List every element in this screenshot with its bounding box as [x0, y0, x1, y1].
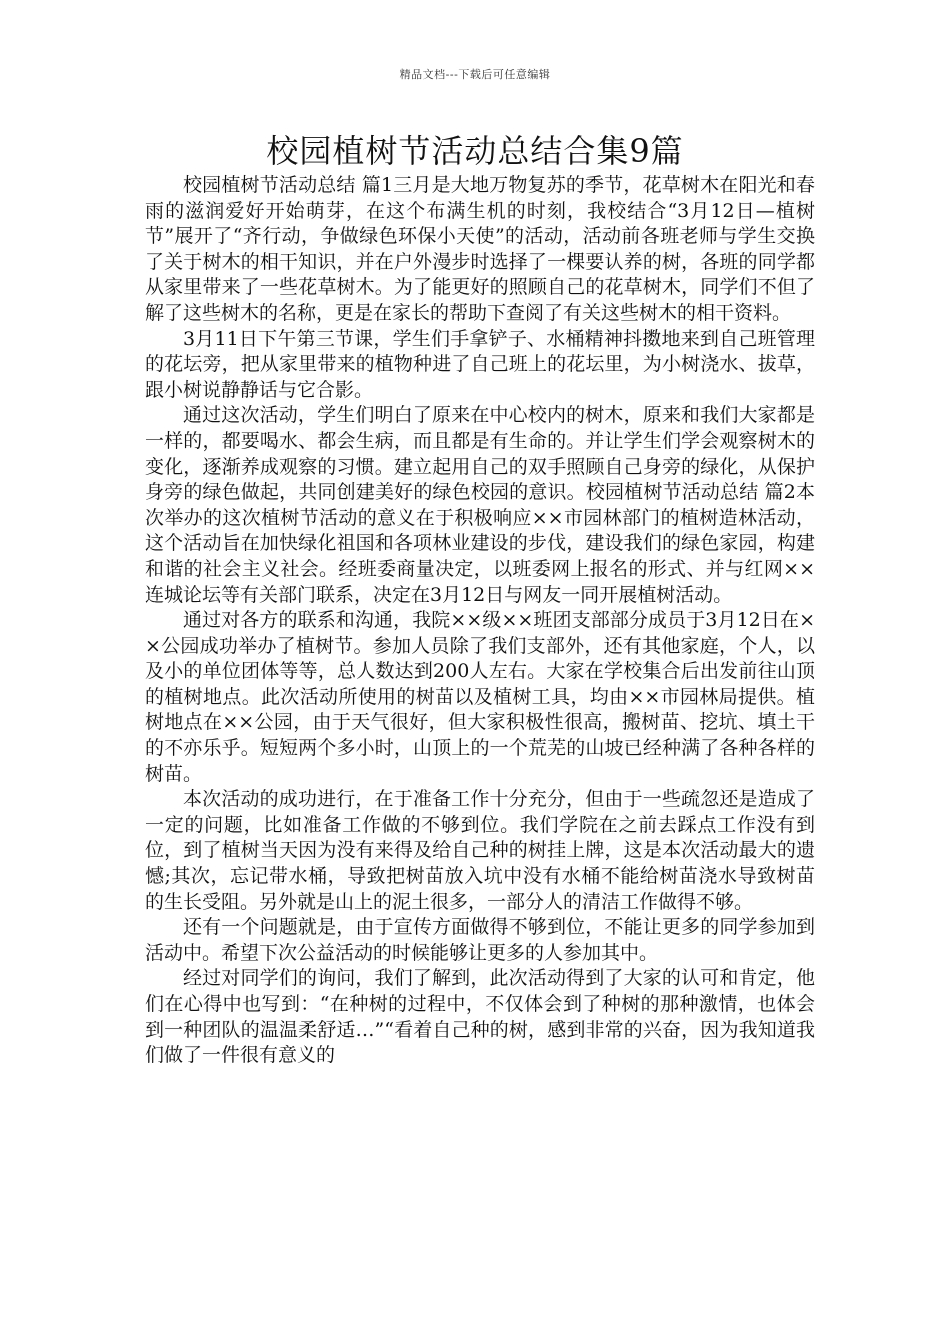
paragraph: 3月11日下午第三节课，学生们手拿铲子、水桶精神抖擞地来到自己班管理的花坛旁，把从家里带来的植物种进了自己班上的花坛里，为小树浇水、拔草，跟小树说静静话与它合影。	[145, 327, 815, 401]
paragraph: 通过对各方的联系和沟通，我院××级××班团支部部分成员于3月12日在××公园成功举办了植树节。参加人员除了我们支部外，还有其他家庭，个人，以及小的单位团体等等，总人数达到200人左右。大家在学校集合后出发前往山顶的植树地点。此次活动所使用的树苗以及植树工具，均由××市园林局提供。植树地点在××公园，由于天气很好，但大家积极性很高，搬树苗、挖坑、填土干的不亦乐乎。短短两个多小时，山顶上的一个荒芜的山坡已经种满了各种各样的树苗。	[145, 609, 815, 785]
paragraph: 还有一个问题就是，由于宣传方面做得不够到位，不能让更多的同学参加到活动中。希望下次公益活动的时候能够让更多的人参加其中。	[145, 916, 815, 964]
paragraph: 通过这次活动，学生们明白了原来在中心校内的树木，原来和我们大家都是一样的，都要喝水、都会生病，而且都是有生命的。并让学生们学会观察树木的变化，逐渐养成观察的习惯。建立起用自己的双手照顾自己身旁的绿化，从保护身旁的绿色做起，共同创建美好的绿色校园的意识。校园植树节活动总结 篇2本次举办的这次植树节活动的意义在于积极响应××市园林部门的植树造林活动，这个活动旨在加快绿化祖国和各项林业建设的步伐，建设我们的绿色家园，构建和谐的社会主义社会。经班委商量决定，以班委网上报名的形式、并与红网××连城论坛等有关部门联系，决定在3月12日与网友一同开展植树活动。	[145, 404, 815, 606]
paragraph: 经过对同学们的询问，我们了解到，此次活动得到了大家的认可和肯定，他们在心得中也写到：“在种树的过程中，不仅体会到了种树的那种激情，也体会到一种团队的温温柔舒适…”“看着自己种的树，感到非常的兴奋，因为我知道我们做了一件很有意义的	[145, 967, 815, 1067]
page-title: 校园植树节活动总结合集9篇	[266, 132, 684, 170]
header-note: 精品文档---下载后可任意编辑	[399, 68, 551, 81]
paragraph: 校园植树节活动总结 篇1三月是大地万物复苏的季节，花草树木在阳光和春雨的滋润爱好开始萌芽，在这个布满生机的时刻，我校结合“3月12日—植树节”展开了“齐行动，争做绿色环保小天使”的活动，活动前各班老师与学生交换了关于树木的相干知识，并在户外漫步时选择了一棵要认养的树，各班的同学都从家里带来了一些花草树木。为了能更好的照顾自己的花草树木，同学们不但了解了这些树木的名称，更是在家长的帮助下查阅了有关这些树木的相干资料。	[145, 174, 815, 324]
document-body	[145, 173, 815, 1069]
paragraph: 本次活动的成功进行，在于准备工作十分充分，但由于一些疏忽还是造成了一定的问题，比如准备工作做的不够到位。我们学院在之前去踩点工作没有到位，到了植树当天因为没有来得及给自己种的树挂上牌，这是本次活动最大的遗憾;其次，忘记带水桶，导致把树苗放入坑中没有水桶不能给树苗浇水导致树苗的生长受阻。另外就是山上的泥土很多，一部分人的清洁工作做得不够。	[145, 788, 815, 913]
